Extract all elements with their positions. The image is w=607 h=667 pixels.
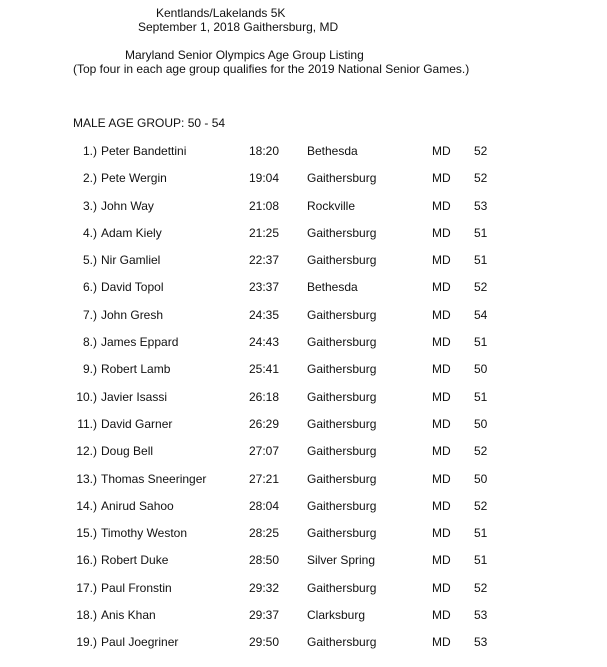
result-state: MD <box>432 253 451 268</box>
result-city: Gaithersburg <box>307 253 377 268</box>
result-place: 7.) <box>82 307 97 322</box>
result-city: Bethesda <box>307 144 358 158</box>
result-place: 13.) <box>76 471 97 486</box>
result-place: 16.) <box>76 553 97 568</box>
qualification-note: (Top four in each age group qualifies for the 2019 National Senior Games.) <box>73 62 470 76</box>
result-time: 27:21 <box>249 471 280 486</box>
result-city: Gaithersburg <box>307 526 377 541</box>
result-row <box>0 472 607 499</box>
result-state: MD <box>432 389 451 404</box>
result-city: Gaithersburg <box>307 580 377 595</box>
result-state: MD <box>432 416 451 431</box>
result-state: MD <box>432 553 451 568</box>
race-date-location: September 1, 2018 Gaithersburg, MD <box>138 20 339 34</box>
result-time: 29:32 <box>249 580 280 595</box>
result-place: 6.) <box>82 280 97 295</box>
result-time: 28:04 <box>249 498 280 513</box>
result-place: 11.) <box>77 416 97 431</box>
result-row <box>0 499 607 526</box>
result-state: MD <box>432 225 451 240</box>
result-place: 19.) <box>76 635 97 650</box>
result-name: Adam Kiely <box>101 225 162 240</box>
result-place: 1.) <box>82 144 97 158</box>
result-state: MD <box>432 635 451 650</box>
result-city: Gaithersburg <box>307 225 377 240</box>
result-time: 28:25 <box>249 526 280 541</box>
result-state: MD <box>432 608 451 623</box>
result-time: 24:43 <box>249 335 280 350</box>
result-state: MD <box>432 580 451 595</box>
result-place: 2.) <box>82 171 97 186</box>
result-name: David Garner <box>101 416 173 431</box>
result-time: 23:37 <box>249 280 280 295</box>
result-name: Timothy Weston <box>101 526 188 541</box>
result-place: 4.) <box>82 225 97 240</box>
result-row <box>0 199 607 226</box>
result-row <box>0 308 607 335</box>
result-time: 22:37 <box>249 253 280 268</box>
result-name: Peter Bandettini <box>101 144 187 158</box>
result-time: 26:29 <box>249 416 280 431</box>
result-city: Gaithersburg <box>307 416 377 431</box>
result-state: MD <box>432 526 451 541</box>
result-row <box>0 226 607 253</box>
result-age: 52 <box>474 144 488 158</box>
result-name: John Gresh <box>101 307 164 322</box>
result-row <box>0 335 607 362</box>
result-age: 52 <box>474 580 488 595</box>
result-time: 29:50 <box>249 635 280 650</box>
result-time: 21:25 <box>249 225 280 240</box>
result-row <box>0 390 607 417</box>
race-title: Kentlands/Lakelands 5K <box>156 6 286 20</box>
result-time: 19:04 <box>249 171 280 186</box>
result-time: 25:41 <box>249 362 280 377</box>
results-list <box>0 144 607 663</box>
age-group-heading: MALE AGE GROUP: 50 - 54 <box>73 116 226 130</box>
result-place: 18.) <box>76 608 97 623</box>
result-age: 52 <box>474 444 488 459</box>
result-place: 17.) <box>76 580 97 595</box>
result-city: Gaithersburg <box>307 389 377 404</box>
result-city: Bethesda <box>307 280 358 295</box>
result-name: Doug Bell <box>101 444 154 459</box>
result-name: Pete Wergin <box>101 171 167 186</box>
result-place: 5.) <box>82 253 97 268</box>
result-name: Thomas Sneeringer <box>101 471 207 486</box>
result-state: MD <box>432 498 451 513</box>
result-place: 10.) <box>76 389 97 404</box>
result-name: David Topol <box>101 280 164 295</box>
result-place: 3.) <box>82 198 97 213</box>
result-row <box>0 171 607 198</box>
result-time: 24:35 <box>249 307 280 322</box>
result-city: Gaithersburg <box>307 307 377 322</box>
result-age: 53 <box>474 635 488 650</box>
result-age: 50 <box>474 362 488 377</box>
result-place: 14.) <box>76 498 97 513</box>
result-city: Gaithersburg <box>307 498 377 513</box>
result-row <box>0 635 607 662</box>
result-state: MD <box>432 144 451 158</box>
result-state: MD <box>432 335 451 350</box>
result-name: Javier Isassi <box>101 389 168 404</box>
result-time: 27:07 <box>249 444 280 459</box>
result-row <box>0 444 607 471</box>
result-city: Gaithersburg <box>307 635 377 650</box>
result-age: 51 <box>474 389 488 404</box>
result-place: 15.) <box>76 526 97 541</box>
result-city: Gaithersburg <box>307 171 377 186</box>
result-state: MD <box>432 280 451 295</box>
result-time: 18:20 <box>249 144 280 158</box>
result-place: 9.) <box>82 362 97 377</box>
result-row <box>0 280 607 307</box>
result-row <box>0 608 607 635</box>
result-state: MD <box>432 362 451 377</box>
result-row <box>0 581 607 608</box>
result-place: 8.) <box>82 335 97 350</box>
result-age: 51 <box>474 526 488 541</box>
result-time: 29:37 <box>249 608 280 623</box>
result-city: Gaithersburg <box>307 335 377 350</box>
result-age: 53 <box>474 608 488 623</box>
result-age: 52 <box>474 498 488 513</box>
result-city: Clarksburg <box>307 608 366 623</box>
result-age: 51 <box>474 553 488 568</box>
result-age: 51 <box>474 335 488 350</box>
result-name: Anirud Sahoo <box>101 498 174 513</box>
result-row <box>0 417 607 444</box>
result-city: Gaithersburg <box>307 362 377 377</box>
result-city: Silver Spring <box>307 553 376 568</box>
result-state: MD <box>432 307 451 322</box>
result-name: James Eppard <box>101 335 179 350</box>
result-state: MD <box>432 444 451 459</box>
result-name: Anis Khan <box>101 608 156 623</box>
result-row <box>0 526 607 553</box>
result-age: 53 <box>474 198 488 213</box>
result-city: Rockville <box>307 198 356 213</box>
result-name: John Way <box>101 198 154 213</box>
result-city: Gaithersburg <box>307 471 377 486</box>
result-state: MD <box>432 198 451 213</box>
result-age: 50 <box>474 416 488 431</box>
result-state: MD <box>432 471 451 486</box>
result-age: 51 <box>474 253 488 268</box>
result-age: 52 <box>474 280 488 295</box>
result-state: MD <box>432 171 451 186</box>
result-name: Robert Lamb <box>101 362 171 377</box>
result-name: Nir Gamliel <box>101 253 161 268</box>
result-row <box>0 253 607 280</box>
result-row <box>0 362 607 389</box>
result-name: Paul Fronstin <box>101 580 172 595</box>
result-age: 51 <box>474 225 488 240</box>
result-time: 21:08 <box>249 198 280 213</box>
result-age: 50 <box>474 471 488 486</box>
result-name: Paul Joegriner <box>101 635 179 650</box>
listing-title: Maryland Senior Olympics Age Group Listing <box>125 48 364 62</box>
result-time: 26:18 <box>249 389 280 404</box>
result-city: Gaithersburg <box>307 444 377 459</box>
result-age: 54 <box>474 307 488 322</box>
result-time: 28:50 <box>249 553 280 568</box>
result-age: 52 <box>474 171 488 186</box>
result-row <box>0 553 607 580</box>
result-row <box>0 144 607 171</box>
result-place: 12.) <box>76 444 97 459</box>
result-name: Robert Duke <box>101 553 169 568</box>
